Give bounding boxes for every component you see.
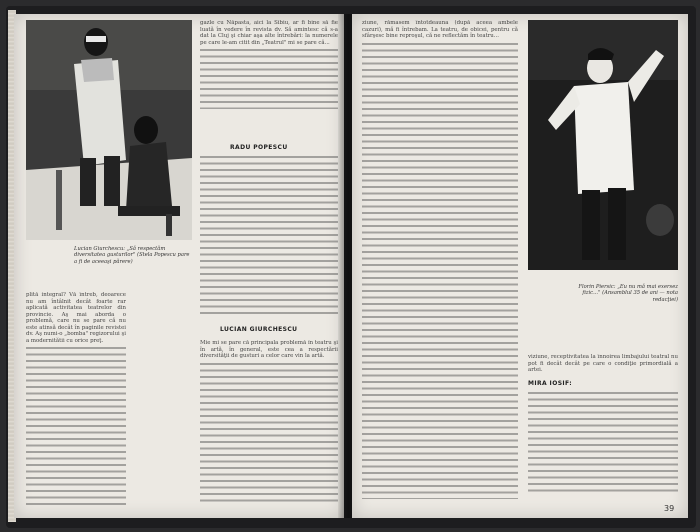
left-col-3-text [200, 340, 338, 512]
right-col-1-text [362, 20, 518, 510]
right-photo [528, 20, 678, 270]
left-photo [26, 20, 192, 240]
page-number: 39 [664, 504, 675, 513]
left-col-3-body-lines [200, 363, 338, 503]
right-page [352, 14, 688, 518]
heading-lucian-giurchescu: LUCIAN GIURCHESCU [220, 326, 298, 333]
left-col-3-lead: Mie mi se pare că principala problemă în teatru şi în artă, în general, este cea a respectării diversităţii de gusturi a celor care vin la artă. [200, 340, 338, 359]
heading-radu-popescu: RADU POPESCU [230, 144, 288, 151]
right-photo-caption: Florin Piersic: „Eu nu mă mai exersez fizic..." (Ansamblul 35 de ani — nota redacţiei) [578, 284, 678, 303]
left-col-1-text [26, 292, 126, 512]
right-col-1-body-lines [362, 43, 518, 499]
left-col-2-body-lines-b [200, 156, 338, 316]
left-photo-image [26, 20, 192, 240]
left-col-2-lead: gazle cu Năpasta, aici la Sibiu, ar fi bine să fie luată în vedere în revista dv. Să amintesc că s-a dat la Cluj şi chiar aşa alte întrebări: la numerele pe care le-am citit din „Teatrul" mi se pare că... [200, 20, 338, 46]
right-photo-image [528, 20, 678, 270]
left-photo-caption: Lucian Giurchescu: „Să respectăm diversitatea gusturilor" (Stela Popescu pare a fi de aceeaşi părere) [74, 246, 190, 265]
left-col-1-body-lines [26, 347, 126, 507]
right-col-1-lead: ziune, rămasem întotdeauna (după aceea ambele cazuri), mă fi întrebam. La teatru, de obicei, pentru că sfârşesc bine reproşul, că ne reflectăm în teatru... [362, 20, 518, 39]
left-col-2-text [200, 20, 338, 140]
right-col-2-lead: viziune, receptivitatea la înnoirea limbajului teatral nu pot fi decât decât pe care o condiţie primordială a artei. [528, 354, 678, 373]
left-col-2-body-lines [200, 49, 338, 109]
heading-mira-iosif: MIRA IOSIF: [528, 380, 573, 387]
right-col-2-text [528, 354, 678, 374]
left-col-1-lead: plită integral? Vă întreb, deoarece nu am întâlnit decât foarte rar aplicată activitatea teatrelor din provincie. Aş mai aborda o problemă, care nu se pare că nu este atinsă decât în paginile revistei dv. Aş numi-o „bomba" regizorului şi a modernitătii cu orice preţ. [26, 292, 126, 344]
right-col-2-body-lines [528, 392, 678, 492]
left-page [14, 14, 344, 518]
